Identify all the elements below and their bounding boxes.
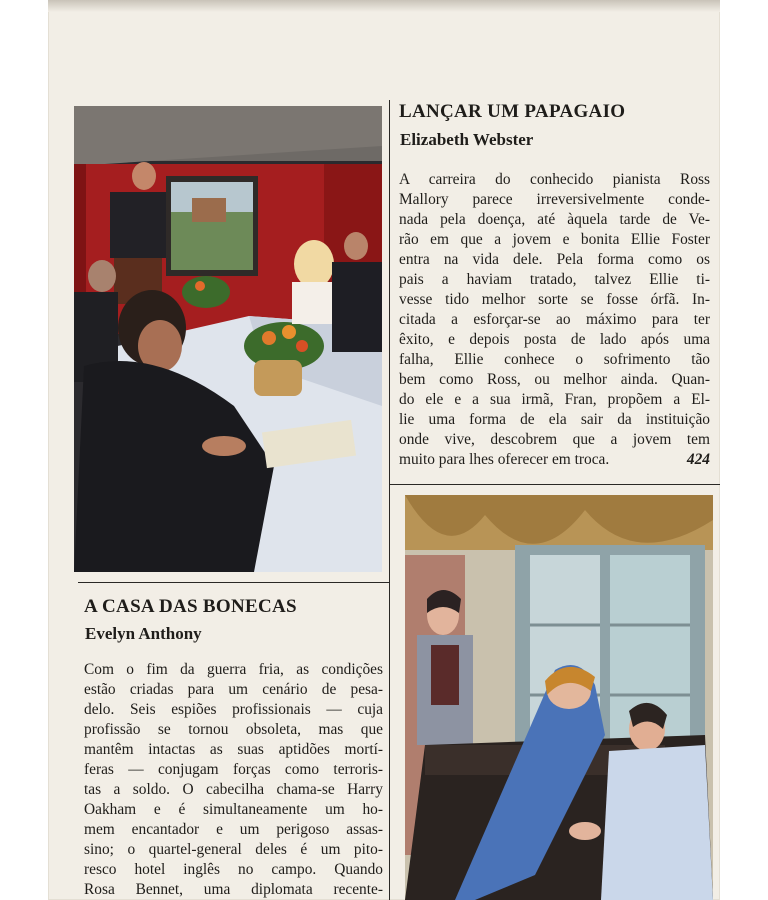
text-line: rão em que a jovem e bonita Ellie Foster bbox=[399, 231, 710, 248]
text-line: tas a soldo. O cabecilha chama-se Harry bbox=[84, 781, 383, 798]
text-line: mem encantador e um perigoso assas- bbox=[84, 821, 383, 838]
text-line: A carreira do conhecido pianista Ross bbox=[399, 171, 710, 188]
text-line: sino; o quartel-general deles é um pito- bbox=[84, 841, 383, 858]
text-line: resco hotel inglês no campo. Quando bbox=[84, 861, 383, 878]
text-line: pais a haviam tratado, talvez Ellie ti- bbox=[399, 271, 710, 288]
column-divider bbox=[389, 100, 390, 900]
text-line: Mallory parece irreversivelmente conde- bbox=[399, 191, 710, 208]
text-line: Rosa Bennet, uma diplomata recente- bbox=[84, 881, 383, 898]
right-article-body bbox=[399, 170, 710, 470]
text-line-last bbox=[399, 450, 710, 470]
left-article-author: Evelyn Anthony bbox=[85, 624, 202, 643]
text-line: nada pela doença, até àquela tarde de Ve- bbox=[399, 211, 710, 228]
text-line: Oakham e é simultaneamente um ho- bbox=[84, 801, 383, 818]
right-article-author: Elizabeth Webster bbox=[400, 130, 534, 149]
text-line: Com o fim da guerra fria, as condições bbox=[84, 661, 383, 678]
text-line: delo. Seis espiões profissionais — cuja bbox=[84, 701, 383, 718]
text-line: feras — conjugam forças como terroris- bbox=[84, 761, 383, 778]
page-top-shadow bbox=[48, 0, 720, 12]
text-line: falha, Ellie conhece o sofrimento tão bbox=[399, 351, 710, 368]
left-section-rule bbox=[78, 582, 389, 583]
left-article-body bbox=[84, 660, 383, 900]
text-line: entra na vida dele. Pela forma como os bbox=[399, 251, 710, 268]
boardroom-illustration bbox=[74, 106, 382, 572]
text-line: mantêm intactas as suas aptidões mortí- bbox=[84, 741, 383, 758]
text-line: estão criadas para um cenário de pesa- bbox=[84, 681, 383, 698]
piano-scene-illustration bbox=[405, 495, 713, 900]
text-line: citada a esforçar-se ao máximo para ter bbox=[399, 311, 710, 328]
text-line: profissão se tornou obsoleta, mas que bbox=[84, 721, 383, 738]
page-number: 424 bbox=[686, 451, 710, 468]
text-line: êxito, e depois posta de lado após uma bbox=[399, 331, 710, 348]
text-line: bem como Ross, ou melhor ainda. Quan- bbox=[399, 371, 710, 388]
text-line: lie uma forma de ela sair da instituição bbox=[399, 411, 710, 428]
text-line: muito para lhes oferecer em troca. bbox=[399, 451, 610, 468]
text-line: vesse tido melhor sorte se fosse órfã. In- bbox=[399, 291, 710, 308]
text-line: onde vive, descobrem que a jovem tem bbox=[399, 431, 710, 448]
right-article-title: LANÇAR UM PAPAGAIO bbox=[399, 101, 626, 122]
left-article-title: A CASA DAS BONECAS bbox=[84, 596, 297, 617]
text-line: do ele e a sua irmã, Fran, propõem a El- bbox=[399, 391, 710, 408]
right-section-rule bbox=[389, 484, 720, 485]
